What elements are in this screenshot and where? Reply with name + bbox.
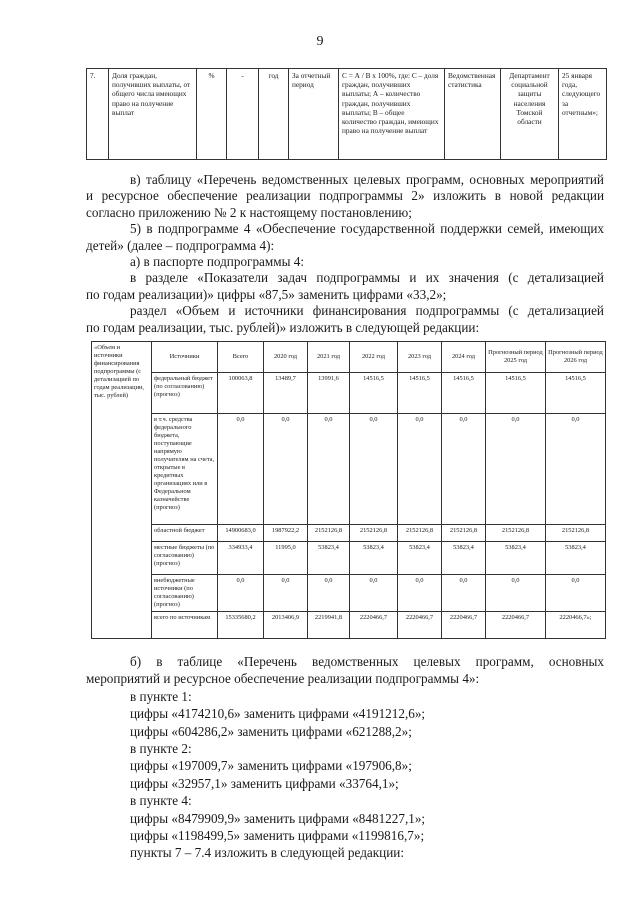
- value-cell: 2152126,8: [350, 525, 398, 542]
- value-cell: 2220466,7: [486, 612, 546, 639]
- value-cell: 2220466,7»;: [546, 612, 606, 639]
- table-row: [92, 525, 606, 542]
- text-line: а) в паспорте подпрограммы 4:: [130, 254, 304, 270]
- value-cell: 0,0: [308, 414, 350, 525]
- text-line: цифры «4174210,6» заменить цифрами «4191212,6»;: [130, 706, 426, 722]
- paragraph-block-1: [86, 172, 604, 336]
- table-row: [92, 575, 606, 612]
- value-cell: 0,0: [264, 575, 308, 612]
- value-cell: 2152126,8: [486, 525, 546, 542]
- text-line: в пункте 1:: [130, 688, 192, 704]
- row-number: 7.: [87, 69, 109, 160]
- value-cell: 2220466,7: [398, 612, 442, 639]
- text-line: мероприятий и ресурсное обеспечение реализации подпрограммы 4»:: [86, 671, 480, 687]
- value-cell: 0,0: [486, 575, 546, 612]
- source-cell: областной бюджет: [152, 525, 218, 542]
- header-row: [92, 342, 606, 373]
- value-cell: 0,0: [218, 575, 264, 612]
- value-cell: 2152126,8: [546, 525, 606, 542]
- source-cell: в т.ч. средства федерального бюджета, поступающие напрямую получателям на счета, открытые в кредитных организациях или в Федеральном казначействе (прогноз): [152, 414, 218, 525]
- column-header: 2023 год: [398, 342, 442, 373]
- value-cell: 53823,4: [486, 542, 546, 575]
- value-cell: 2220466,7: [442, 612, 486, 639]
- value-cell: 14516,5: [398, 373, 442, 414]
- value-cell: 0,0: [218, 414, 264, 525]
- column-header: Источники: [152, 342, 218, 373]
- table-row: [92, 542, 606, 575]
- indicator-name: Доля граждан, получивших выплаты, от общего числа имеющих право на получение выплат: [109, 69, 197, 160]
- column-header: Всего: [218, 342, 264, 373]
- column-header: 2021 год: [308, 342, 350, 373]
- table-row: [92, 414, 606, 525]
- column-header: 2020 год: [264, 342, 308, 373]
- value-cell: 53823,4: [398, 542, 442, 575]
- formula-cell: С = А / В х 100%, где: С – доля граждан, получивших выплаты; А – количество граждан, получивших выплаты; В – общее количество граждан, имеющих право на получение выплат: [339, 69, 445, 160]
- text-line: цифры «604286,2» заменить цифрами «621288,2»;: [130, 723, 412, 739]
- responsible-cell: Департамент социальной защиты населения Томской области: [501, 69, 559, 160]
- value-cell: 53823,4: [546, 542, 606, 575]
- text-line: в пункте 4:: [130, 793, 192, 809]
- value-cell: 14516,5: [486, 373, 546, 414]
- table-row: [87, 69, 607, 160]
- value-cell: 0,0: [442, 414, 486, 525]
- value-cell: 11995,0: [264, 542, 308, 575]
- period-cell: год: [259, 69, 289, 160]
- unit-cell: %: [197, 69, 227, 160]
- value-cell: 0,0: [308, 575, 350, 612]
- value-cell: 14516,5: [350, 373, 398, 414]
- basis-cell: За отчетный период: [289, 69, 339, 160]
- text-line: цифры «8479909,9» заменить цифрами «8481227,1»;: [130, 810, 426, 826]
- value-cell: 1987922,2: [264, 525, 308, 542]
- value-cell: 15335680,2: [218, 612, 264, 639]
- text-line: согласно приложению № 2 к настоящему постановлению;: [86, 204, 412, 220]
- dash-cell: -: [227, 69, 259, 160]
- value-cell: 14900683,0: [218, 525, 264, 542]
- text-line: раздел «Объем и источники финансирования подпрограммы (с детализацией: [130, 303, 604, 319]
- value-cell: 0,0: [350, 414, 398, 525]
- value-cell: 2013406,9: [264, 612, 308, 639]
- column-header: 2022 год: [350, 342, 398, 373]
- text-line: в разделе «Показатели задач подпрограммы и их значения (с детализацией: [130, 270, 604, 286]
- value-cell: 0,0: [398, 414, 442, 525]
- value-cell: 0,0: [264, 414, 308, 525]
- page-number: 9: [316, 34, 324, 49]
- table-row: [92, 612, 606, 639]
- value-cell: 0,0: [350, 575, 398, 612]
- value-cell: 2152126,8: [308, 525, 350, 542]
- value-cell: 2220466,7: [350, 612, 398, 639]
- text-line: и ресурсное обеспечение реализации подпрограммы 2» изложить в новой редакции: [86, 188, 604, 204]
- value-cell: 13991,6: [308, 373, 350, 414]
- indicators-table: [86, 68, 607, 160]
- source-cell: местные бюджеты (по согласованию) (прогноз): [152, 542, 218, 575]
- source-cell: Ведомственная статистика: [445, 69, 501, 160]
- value-cell: 100063,8: [218, 373, 264, 414]
- column-header: Прогнозный период 2025 год: [486, 342, 546, 373]
- value-cell: 334933,4: [218, 542, 264, 575]
- text-line: цифры «32957,1» заменить цифрами «33764,1»;: [130, 775, 399, 791]
- value-cell: 2219941,8: [308, 612, 350, 639]
- text-line: в пункте 2:: [130, 741, 192, 757]
- value-cell: 53823,4: [442, 542, 486, 575]
- value-cell: 0,0: [398, 575, 442, 612]
- value-cell: 0,0: [546, 575, 606, 612]
- source-cell: внебюджетные источники (по согласованию) (прогноз): [152, 575, 218, 612]
- financing-table: [91, 341, 606, 639]
- value-cell: 53823,4: [350, 542, 398, 575]
- source-cell: всего по источникам: [152, 612, 218, 639]
- text-line: по годам реализации)» цифры «87,5» заменить цифрами «33,2»;: [86, 286, 447, 302]
- text-line: цифры «197009,7» заменить цифрами «197906,8»;: [130, 758, 412, 774]
- text-line: б) в таблице «Перечень ведомственных целевых программ, основных: [130, 654, 604, 669]
- text-line: детей» (далее – подпрограмма 4):: [86, 237, 275, 253]
- text-line: по годам реализации, тыс. рублей)» изложить в следующей редакции:: [86, 319, 480, 335]
- table-row: [92, 373, 606, 414]
- text-line: цифры «1198499,5» заменить цифрами «1199816,7»;: [130, 828, 425, 844]
- value-cell: 2152126,8: [442, 525, 486, 542]
- text-line: 5) в подпрограмме 4 «Обеспечение государственной поддержки семей, имеющих: [130, 221, 604, 237]
- value-cell: 0,0: [486, 414, 546, 525]
- source-cell: федеральный бюджет (по согласованию) (прогноз): [152, 373, 218, 414]
- value-cell: 0,0: [442, 575, 486, 612]
- value-cell: 0,0: [546, 414, 606, 525]
- value-cell: 13489,7: [264, 373, 308, 414]
- deadline-cell: 25 января года, следующего за отчетным»;: [559, 69, 607, 160]
- value-cell: 14516,5: [442, 373, 486, 414]
- paragraph-block-2: [86, 653, 604, 862]
- value-cell: 14516,5: [546, 373, 606, 414]
- column-header: Прогнозный период 2026 год: [546, 342, 606, 373]
- value-cell: 2152126,8: [398, 525, 442, 542]
- text-line: в) таблицу «Перечень ведомственных целевых программ, основных мероприятий: [130, 172, 604, 187]
- column-header: 2024 год: [442, 342, 486, 373]
- value-cell: 53823,4: [308, 542, 350, 575]
- text-line: пункты 7 – 7.4 изложить в следующей редакции:: [130, 845, 405, 861]
- row-header-cell: «Объем и источники финансирования подпрограммы (с детализацией по годам реализации, тыс. рублей): [92, 342, 152, 639]
